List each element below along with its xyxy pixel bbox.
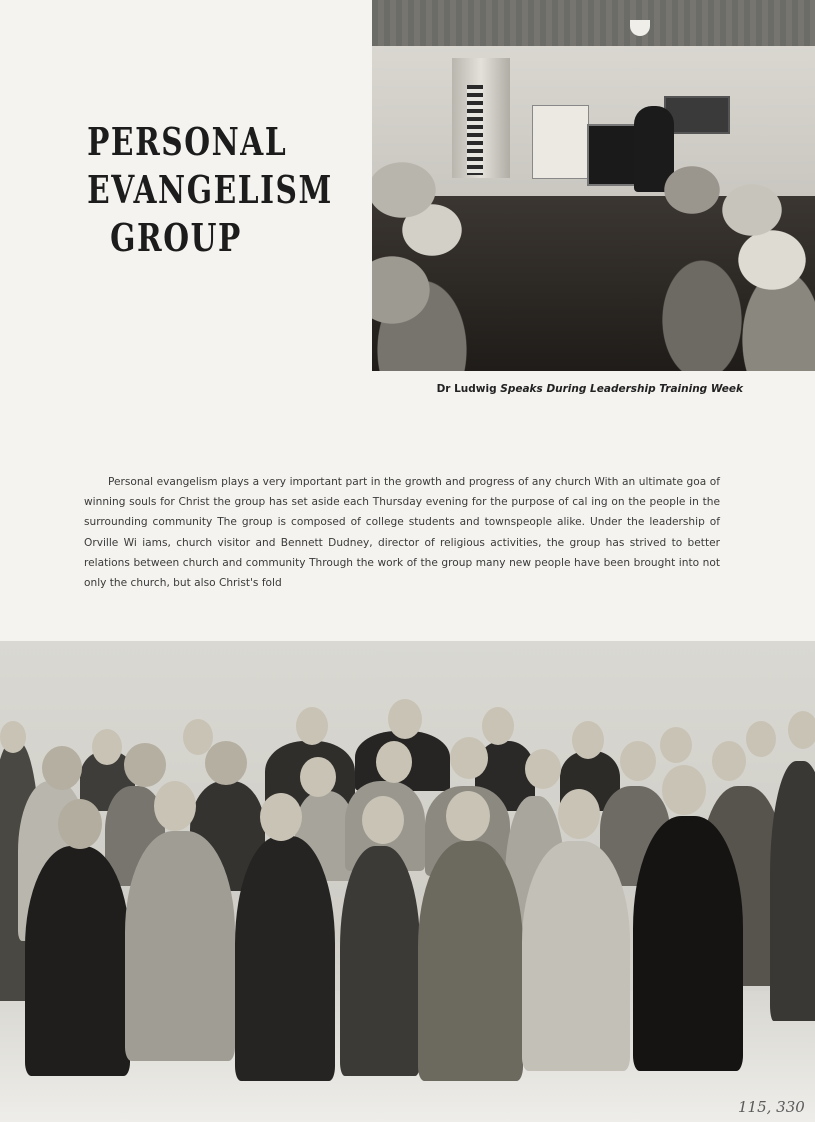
photo-person-head [124,743,166,787]
photo-person-head [525,749,561,789]
photo-person-head [788,711,815,749]
photo-person-head [558,789,600,839]
photo-person-head [205,741,247,785]
photo-person-head [450,737,488,779]
photo-person [235,836,335,1081]
group-photo [0,641,815,1122]
title-line-1: PERSONAL [87,119,288,164]
photo-person-head [620,741,656,781]
photo-person-head [296,707,328,745]
title-line-2: EVANGELISM [87,167,333,212]
page-title [87,118,333,262]
photo-person-head [260,793,302,841]
photo-person-head [376,741,412,783]
title-line-3: GROUP [110,215,242,260]
photo-person-head [154,781,196,831]
photo-person-head [300,757,336,797]
photo-caption [372,383,743,395]
photo-person-head [572,721,604,759]
photo-person-head [660,727,692,763]
photo-person-head [662,765,706,815]
photo-person-head [92,729,122,765]
photo-person-head [712,741,746,781]
page-number: 115, 330 [738,1098,805,1116]
photo-person [418,841,523,1081]
photo-person [633,816,743,1071]
photo-person-head [746,721,776,757]
photo-person-head [446,791,490,841]
photo-audience [372,150,815,371]
photo-person [25,846,130,1076]
caption-lead: Dr Ludwig [436,383,497,395]
caption-rest: Speaks During Leadership Training Week [500,383,743,395]
photo-person-head [388,699,422,739]
photo-person-head [58,799,102,849]
photo-person-head [482,707,514,745]
photo-person-head [42,746,82,790]
photo-person-head [362,796,404,844]
photo-ceiling [372,0,815,46]
body-paragraph: Personal evangelism plays a very important part in the growth and progress of any church With an ultimate goa of winning souls for Christ the group has set aside each Thursday evening for the purpose of cal ing on the people in the surrounding community The group is composed of college students and townspeople alike. Under the leadership of Orville Wi iams, church visitor and Bennett Dudney, director of religious activities, the group has strived to better relations between church and community Through the work of the group many new people have been brought into not only the church, but also Christ's fold [84,476,720,590]
photo-person [340,846,420,1076]
photo-person [770,761,815,1021]
photo-person-head [0,721,26,753]
leadership-training-photo [372,0,815,371]
photo-person [125,831,235,1061]
photo-person [522,841,630,1071]
